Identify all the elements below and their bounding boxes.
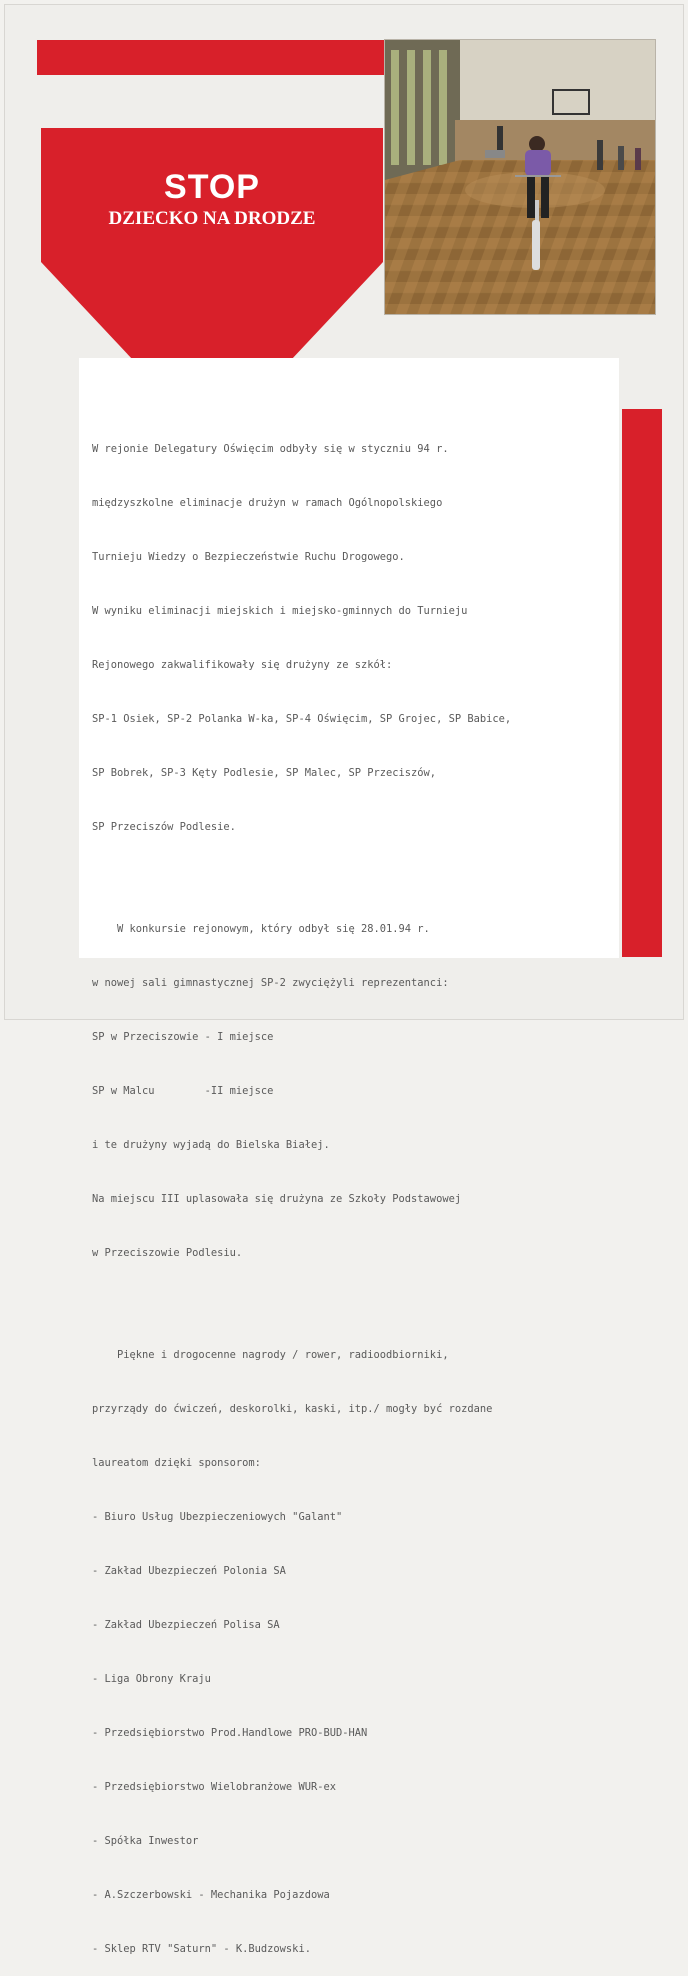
text-line: SP Przeciszów Podlesie.: [92, 821, 236, 833]
stop-banner: [41, 128, 383, 360]
text-line: i te drużyny wyjadą do Bielska Białej.: [92, 1139, 330, 1151]
sponsor-item: - Przedsiębiorstwo Wielobranżowe WUR-ex: [92, 1781, 336, 1793]
text-line: w Przeciszowie Podlesiu.: [92, 1247, 243, 1259]
photo-image: [385, 40, 655, 314]
banner-subtitle: DZIECKO NA DRODZE: [108, 208, 316, 229]
right-red-stripe: [622, 409, 662, 957]
sponsor-item: - Sklep RTV "Saturn" - K.Budzowski.: [92, 1943, 311, 1955]
banner-shape: [41, 128, 383, 360]
typed-report: [92, 404, 627, 1976]
text-line: W konkursie rejonowym, który odbył się 28.01.94 r.: [92, 923, 430, 935]
paragraph-gap: [92, 1298, 627, 1310]
sponsor-item: - Biuro Usług Ubezpieczeniowych "Galant": [92, 1511, 343, 1523]
text-line: SP-1 Osiek, SP-2 Polanka W-ka, SP-4 Oświęcim, SP Grojec, SP Babice,: [92, 713, 512, 725]
sponsor-item: - Przedsiębiorstwo Prod.Handlowe PRO-BUD-HAN: [92, 1727, 368, 1739]
text-line: Turnieju Wiedzy o Bezpieczeństwie Ruchu Drogowego.: [92, 551, 405, 563]
paragraph-gap: [92, 872, 627, 884]
sponsor-item: - Spółka Inwestor: [92, 1835, 199, 1847]
sponsor-item: - A.Szczerbowski - Mechanika Pojazdowa: [92, 1889, 330, 1901]
gym-photo: [384, 39, 656, 315]
sponsor-item: - Liga Obrony Kraju: [92, 1673, 211, 1685]
text-line: W rejonie Delegatury Oświęcim odbyły się w styczniu 94 r.: [92, 443, 449, 455]
text-line: laureatom dzięki sponsorom:: [92, 1457, 261, 1469]
sponsor-item: - Zakład Ubezpieczeń Polisa SA: [92, 1619, 280, 1631]
text-line: W wyniku eliminacji miejskich i miejsko-gminnych do Turnieju: [92, 605, 468, 617]
text-line: międzyszkolne eliminacje drużyn w ramach Ogólnopolskiego: [92, 497, 443, 509]
text-line: w nowej sali gimnastycznej SP-2 zwyciężyli reprezentanci:: [92, 977, 449, 989]
text-line: Na miejscu III uplasowała się drużyna ze Szkoły Podstawowej: [92, 1193, 462, 1205]
text-line: SP Bobrek, SP-3 Kęty Podlesie, SP Malec, SP Przeciszów,: [92, 767, 437, 779]
top-red-stripe: [37, 40, 387, 75]
text-line: SP w Przeciszowie - I miejsce: [92, 1031, 274, 1043]
text-line: Rejonowego zakwalifikowały się drużyny ze szkół:: [92, 659, 393, 671]
text-line: SP w Malcu -II miejsce: [92, 1085, 274, 1097]
sponsor-item: - Zakład Ubezpieczeń Polonia SA: [92, 1565, 286, 1577]
text-line: przyrządy do ćwiczeń, deskorolki, kaski, itp./ mogły być rozdane: [92, 1403, 493, 1415]
banner-title: STOP: [164, 168, 260, 206]
text-line: Piękne i drogocenne nagrody / rower, radioodbiorniki,: [92, 1349, 449, 1361]
